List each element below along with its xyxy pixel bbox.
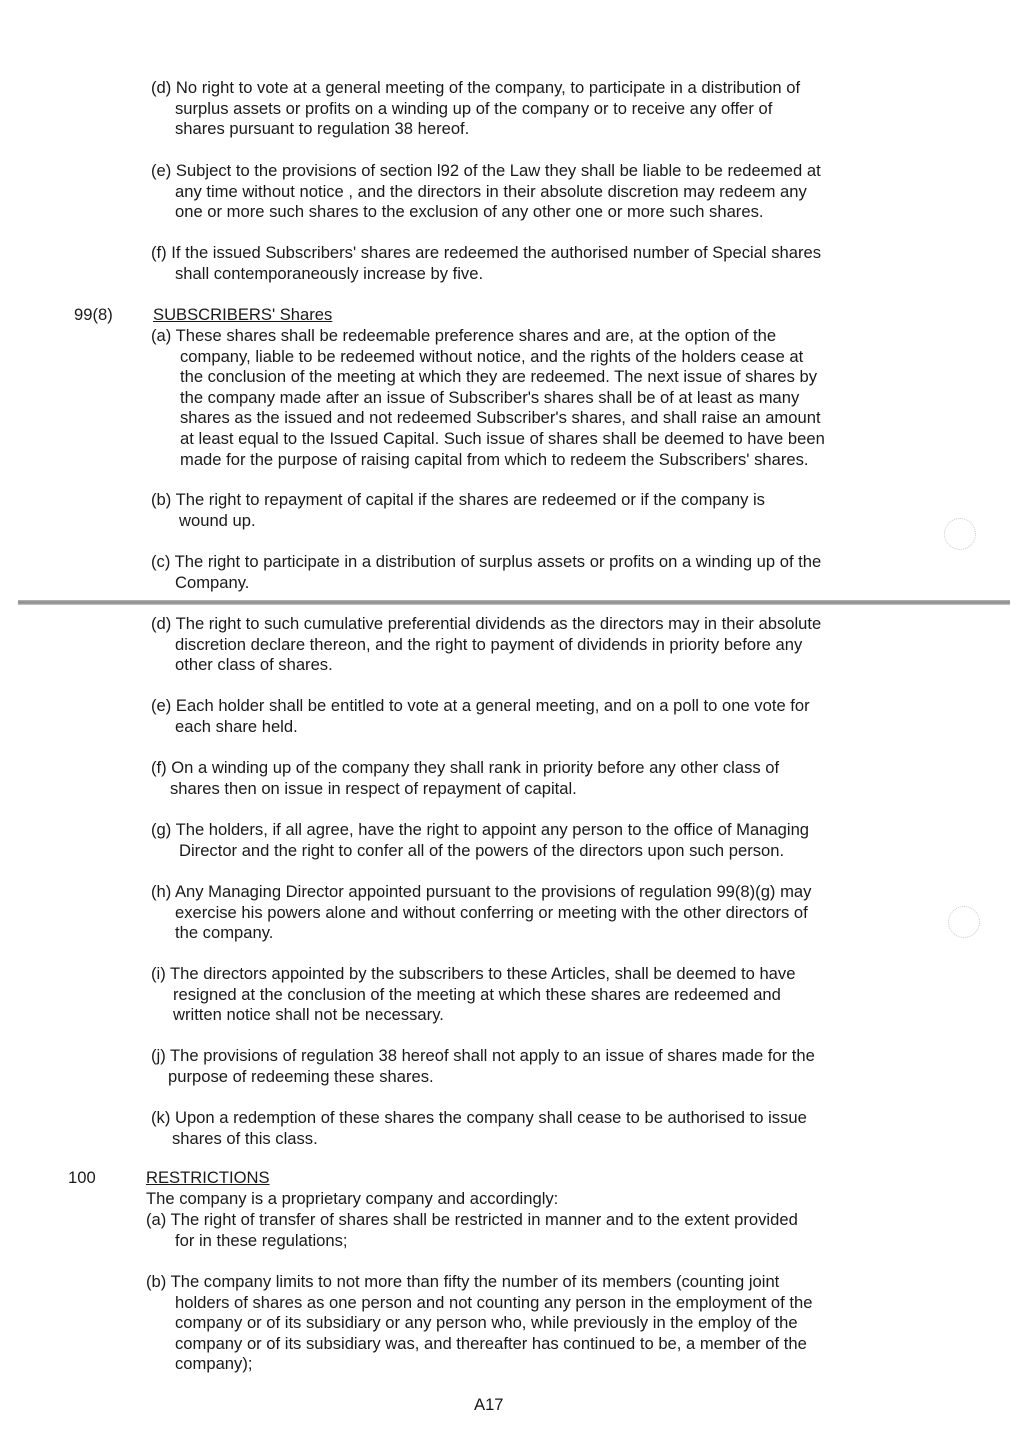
paragraph-99-8-a [151,326,825,470]
text-line: (a) The right of transfer of shares shall be restricted in manner and to the extent provided [146,1210,798,1229]
text-line: company); [175,1354,253,1374]
text-line: wound up. [179,510,256,530]
text-line: the company. [175,923,274,943]
text-line: the conclusion of the meeting at which they are redeemed. The next issue of shares by [180,367,818,387]
text-line: (b) The right to repayment of capital if the shares are redeemed or if the company is [151,490,765,509]
paragraph-99-8-h [151,882,811,944]
text-line: Company. [175,572,250,592]
paragraph-top-e [151,161,821,223]
text-line: (k) Upon a redemption of these shares the company shall cease to be authorised to issue [151,1108,807,1127]
text-line: discretion declare thereon, and the right to payment of dividends in priority before any [175,634,803,654]
paragraph-top-f [151,243,821,284]
text-line: one or more such shares to the exclusion of any other one or more such shares. [175,202,764,222]
section-intro: The company is a proprietary company and accordingly: [146,1189,559,1208]
paragraph-99-8-c [151,552,821,593]
text-line: (j) The provisions of regulation 38 hereof shall not apply to an issue of shares made for the [151,1046,815,1065]
section-number: 99(8) [74,305,113,324]
text-line: Director and the right to confer all of the powers of the directors upon such person. [179,840,785,860]
paragraph-99-8-j [151,1046,815,1087]
scan-divider-line [18,600,1010,605]
text-line: (c) The right to participate in a distribution of surplus assets or profits on a winding up of the [151,552,822,571]
paragraph-99-8-f [151,758,779,799]
paragraph-99-8-d [151,614,821,676]
text-line: the company made after an issue of Subscriber's shares shall be of at least as many [180,387,800,407]
paragraph-99-8-i [151,964,795,1026]
paragraph-99-8-e [151,696,810,737]
paragraph-99-8-g [151,820,809,861]
text-line: written notice shall not be necessary. [173,1005,444,1025]
page-number: A17 [474,1395,504,1414]
text-line: at least equal to the Issued Capital. Such issue of shares shall be deemed to have been [180,428,825,448]
text-line: (e) Each holder shall be entitled to vote at a general meeting, and on a poll to one vote for [151,696,810,715]
paragraph-100-b [146,1272,812,1375]
text-line: for in these regulations; [175,1230,348,1250]
text-line: resigned at the conclusion of the meeting at which these shares are redeemed and [173,984,781,1004]
text-line: exercise his powers alone and without conferring or meeting with the other directors of [175,902,808,922]
section-heading: SUBSCRIBERS' Shares [153,305,333,324]
text-line: shall contemporaneously increase by five. [175,263,484,283]
text-line: (d) The right to such cumulative preferential dividends as the directors may in their absolute [151,614,822,633]
text-line: purpose of redeeming these shares. [168,1066,434,1086]
text-line: (i) The directors appointed by the subscribers to these Articles, shall be deemed to have [151,964,796,983]
text-line: shares then on issue in respect of repayment of capital. [170,778,577,798]
text-line: shares of this class. [172,1128,318,1148]
text-line: (f) On a winding up of the company they shall rank in priority before any other class of [151,758,780,777]
text-line: each share held. [175,716,298,736]
text-line: (e) Subject to the provisions of section l92 of the Law they shall be liable to be redeemed at [151,161,821,180]
scan-artifact [944,518,976,550]
text-line: (h) Any Managing Director appointed pursuant to the provisions of regulation 99(8)(g) may [151,882,812,901]
text-line: company or of its subsidiary or any person who, while previously in the employ of the [175,1313,798,1333]
text-line: company, liable to be redeemed without notice, and the rights of the holders cease at [180,346,804,366]
paragraph-100-a [146,1210,798,1251]
text-line: (a) These shares shall be redeemable preference shares and are, at the option of the [151,326,777,345]
text-line: shares as the issued and not redeemed Subscriber's shares, and shall raise an amount [180,408,821,428]
paragraph-99-8-k [151,1108,807,1149]
text-line: (g) The holders, if all agree, have the right to appoint any person to the office of Managing [151,820,810,839]
text-line: holders of shares as one person and not counting any person in the employment of the [175,1292,813,1312]
paragraph-99-8-b [151,490,765,531]
text-line: shares pursuant to regulation 38 hereof. [175,119,470,139]
text-line: any time without notice , and the directors in their absolute discretion may redeem any [175,181,807,201]
text-line: (b) The company limits to not more than fifty the number of its members (counting joint [146,1272,780,1291]
section-heading: RESTRICTIONS [146,1168,270,1187]
text-line: (f) If the issued Subscribers' shares are redeemed the authorised number of Special shares [151,243,822,262]
section-number: 100 [68,1168,96,1187]
text-line: other class of shares. [175,655,333,675]
paragraph-top-d [151,78,800,140]
text-line: (d) No right to vote at a general meeting of the company, to participate in a distribution of [151,78,801,97]
scan-artifact [948,906,980,938]
text-line: company or of its subsidiary was, and thereafter has continued to be, a member of the [175,1333,807,1353]
text-line: surplus assets or profits on a winding up of the company or to receive any offer of [175,98,773,118]
text-line: made for the purpose of raising capital from which to redeem the Subscribers' shares. [180,449,809,469]
